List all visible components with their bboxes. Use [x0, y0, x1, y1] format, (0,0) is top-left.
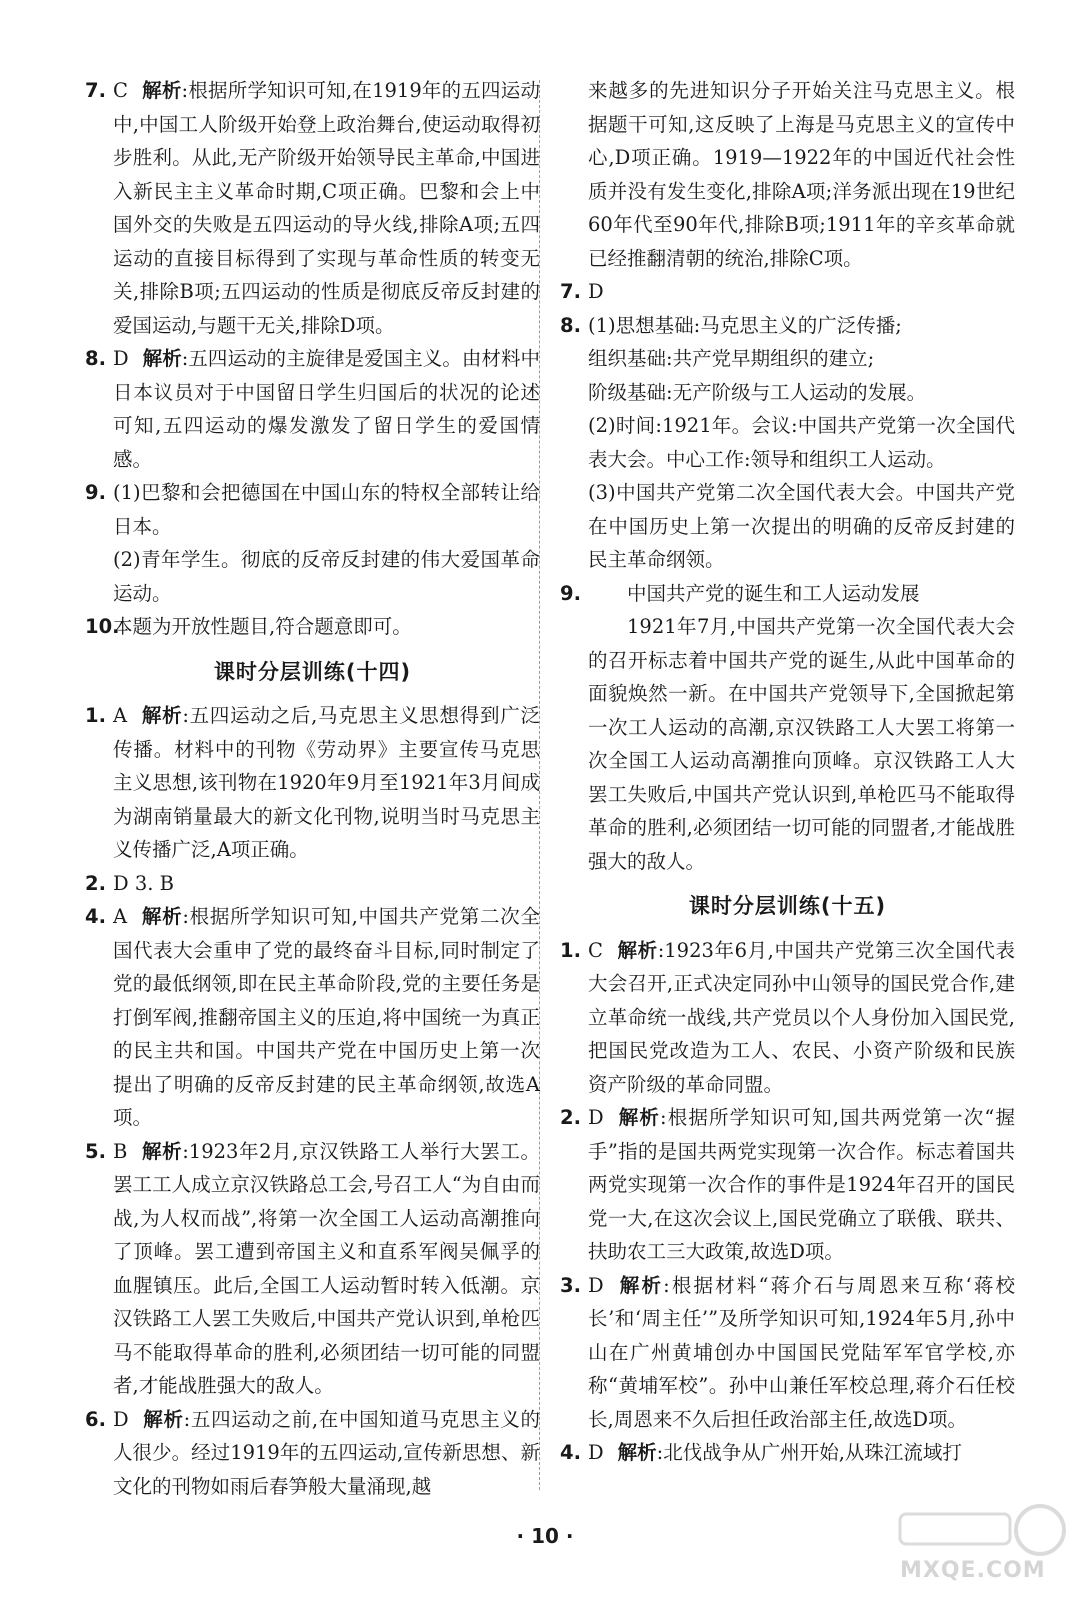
- answer-letter: B: [113, 1139, 128, 1163]
- watermark-icon: [890, 1500, 1070, 1560]
- answer-item-8: [560, 309, 1015, 343]
- answer-item-3: [560, 1269, 1015, 1437]
- answer-item-7: [85, 74, 540, 342]
- item-number: 8.: [560, 313, 581, 337]
- answer-letter: D: [113, 347, 129, 370]
- item-number: 2.: [85, 871, 106, 895]
- answer-item-7: [560, 275, 1015, 309]
- answer-item-9: [560, 577, 1015, 611]
- analysis-label: 解析: [616, 938, 658, 962]
- answer-item-5: [85, 1135, 540, 1403]
- answer-item-1: [85, 699, 540, 867]
- essay-title: 中国共产党的诞生和工人运动发展: [627, 581, 920, 605]
- item-number: 2.: [560, 1106, 581, 1129]
- answer-item-6: [85, 1403, 540, 1504]
- answer-letter: A: [113, 704, 128, 727]
- answer-item-9: [85, 476, 540, 543]
- analysis-label: 解析: [142, 347, 182, 370]
- answer-part-3: (3)中国共产党第二次全国代表大会。中国共产党在中国历史上第一次提出的明确的反帝反封建的民主革命纲领。: [588, 481, 1015, 571]
- section-title: 课时分层训练(十四): [213, 659, 412, 684]
- analysis-text: :根据所学知识可知,国共两党第一次“握手”指的是国共两党实现第一次合作。标志着国共两党实现第一次合作的事件是1924年召开的国民党一大,在这次会议上,国民党确立了联俄、联共、扶助农工三大政策,故选D项。: [588, 1106, 1015, 1263]
- analysis-text: :五四运动之前,在中国知道马克思主义的人很少。经过1919年的五四运动,宣传新思想、新文化的刊物如雨后春笋般大量涌现,越: [113, 1407, 540, 1498]
- analysis-text: :五四运动之后,马克思主义思想得到广泛传播。材料中的刊物《劳动界》主要宣传马克思主义思想,该刊物在1920年9月至1921年3月间成为湖南销量最大的新文化刊物,说明当时马克思主义传播广泛,A项正确。: [113, 704, 540, 861]
- answer-letter: D: [113, 1407, 129, 1431]
- answer-letter: D: [588, 1273, 604, 1297]
- answer-letter: D: [588, 1441, 604, 1464]
- analysis-text: :北伐战争从广州开始,从珠江流域打: [656, 1441, 962, 1464]
- analysis-label: 解析: [617, 1106, 661, 1129]
- essay-paragraph: 1921年7月,中国共产党第一次全国代表大会的召开标志着中国共产党的诞生,从此中国革命的面貌焕然一新。在中国共产党领导下,全国掀起第一次工人运动的高潮,京汉铁路工人大罢工将第一次全国工人运动高潮推向顶峰。京汉铁路工人大罢工失败后,中国共产党认识到,单枪匹马不能取得革命的胜利,必须团结一切可能的同盟者,才能战胜强大的敌人。: [588, 615, 1015, 873]
- answer-item-4: [560, 1436, 1015, 1470]
- answer-part-2: (2)青年学生。彻底的反帝反封建的伟大爱国革命运动。: [113, 548, 540, 605]
- watermark-logo: [890, 1500, 1070, 1590]
- analysis-text: :五四运动的主旋律是爱国主义。由材料中日本议员对于中国留日学生归国后的状况的论述可知,五四运动的爆发激发了留日学生的爱国情感。: [113, 347, 540, 471]
- answer-item-4: [85, 900, 540, 1135]
- answer-part-1b: 组织基础:共产党早期组织的建立;: [588, 347, 875, 370]
- item-number: 3.: [560, 1273, 581, 1297]
- answer-text: D 3. B: [113, 871, 174, 895]
- answer-item-8: [85, 342, 540, 476]
- analysis-label: 解析: [141, 79, 182, 102]
- analysis-text: :1923年2月,京汉铁路工人举行大罢工。罢工工人成立京汉铁路总工会,号召工人“为自由而战,为人权而战”,将第一次全国工人运动高潮推向了顶峰。罢工遭到帝国主义和直系军阀吴佩孚的血腥镇压。此后,全国工人运动暂时转入低潮。京汉铁路工人罢工失败后,中国共产党认识到,单枪匹马不能取得革命的胜利,必须团结一切可能的同盟者,才能战胜强大的敌人。: [113, 1139, 540, 1397]
- analysis-label: 解析: [141, 905, 183, 928]
- right-column: [560, 74, 1015, 1470]
- analysis-label: 解析: [617, 1441, 657, 1464]
- answer-item-10: [85, 610, 540, 644]
- analysis-label: 解析: [142, 1407, 184, 1431]
- answer-part-1: (1)思想基础:马克思主义的广泛传播;: [588, 313, 902, 337]
- answer-item-2: [560, 1101, 1015, 1269]
- analysis-label: 解析: [141, 704, 183, 727]
- answer-part-1c: 阶级基础:无产阶级与工人运动的发展。: [588, 380, 927, 404]
- item-number: 1.: [85, 704, 106, 727]
- item-number: 6.: [85, 1407, 106, 1431]
- answer-text: D: [588, 280, 604, 303]
- item-number: 7.: [85, 79, 106, 102]
- item-number: 7.: [560, 280, 581, 303]
- analysis-label: 解析: [141, 1139, 183, 1163]
- answer-letter: C: [588, 938, 603, 962]
- watermark-text: MXQE.COM: [900, 1558, 1046, 1583]
- answer-letter: A: [113, 905, 128, 928]
- section-title: 课时分层训练(十五): [688, 894, 887, 918]
- answer-letter: C: [113, 79, 128, 102]
- answer-item-1: [560, 934, 1015, 1102]
- item-number: 9.: [85, 481, 106, 504]
- answer-part-1: (1)巴黎和会把德国在中国山东的特权全部转让给日本。: [113, 481, 540, 538]
- analysis-text: :1923年6月,中国共产党第三次全国代表大会召开,正式决定同孙中山领导的国民党合作,建立革命统一战线,共产党员以个人身份加入国民党,把国民党改造为工人、农民、小资产阶级和民族资产阶级的革命同盟。: [588, 938, 1015, 1096]
- analysis-text: :根据材料“蒋介石与周恩来互称‘蒋校长’和‘周主任’”及所学知识可知,1924年5月,孙中山在广州黄埔创办中国国民党陆军军官学校,亦称“黄埔军校”。孙中山兼任军校总理,蒋介石任校长,周恩来不久后担任政治部主任,故选D项。: [588, 1273, 1015, 1431]
- item-number: 9.: [560, 581, 581, 605]
- answer-item-2-3: [85, 867, 540, 901]
- item-number: 10.: [85, 615, 120, 638]
- item-number: 8.: [85, 347, 106, 370]
- answer-letter: D: [588, 1106, 604, 1129]
- analysis-label: 解析: [617, 1273, 664, 1297]
- answer-part-2: (2)时间:1921年。会议:中国共产党第一次全国代表大会。中心工作:领导和组织工人运动。: [588, 414, 1015, 471]
- item-number: 4.: [560, 1441, 581, 1464]
- analysis-text: :根据所学知识可知,中国共产党第二次全国代表大会重申了党的最终奋斗目标,同时制定了党的最低纲领,即在民主革命阶段,党的主要任务是打倒军阀,推翻帝国主义的压迫,将中国统一为真正的民主共和国。中国共产党在中国历史上第一次提出了明确的反帝反封建的民主革命纲领,故选A项。: [113, 905, 540, 1129]
- page-number: · 10 ·: [516, 1524, 574, 1548]
- left-column: [85, 74, 540, 1503]
- item-number: 5.: [85, 1139, 106, 1163]
- item-number: 4.: [85, 905, 106, 928]
- item-number: 1.: [560, 938, 581, 962]
- answer-text: 本题为开放性题目,符合题意即可。: [113, 615, 412, 638]
- analysis-text: :根据所学知识可知,在1919年的五四运动中,中国工人阶级开始登上政治舞台,使运动取得初步胜利。从此,无产阶级开始领导民主革命,中国进入新民主主义革命时期,C项正确。巴黎和会上中国外交的失败是五四运动的导火线,排除A项;五四运动的直接目标得到了实现与革命性质的转变无关,排除B项;五四运动的性质是彻底反帝反封建的爱国运动,与题干无关,排除D项。: [113, 79, 540, 337]
- answer-item-6-continued: 来越多的先进知识分子开始关注马克思主义。根据题干可知,这反映了上海是马克思主义的宣传中心,D项正确。1919—1922年的中国近代社会性质并没有发生变化,排除A项;洋务派出现在19世纪60年代至90年代,排除B项;1911年的辛亥革命就已经推翻清朝的统治,排除C项。: [588, 79, 1015, 270]
